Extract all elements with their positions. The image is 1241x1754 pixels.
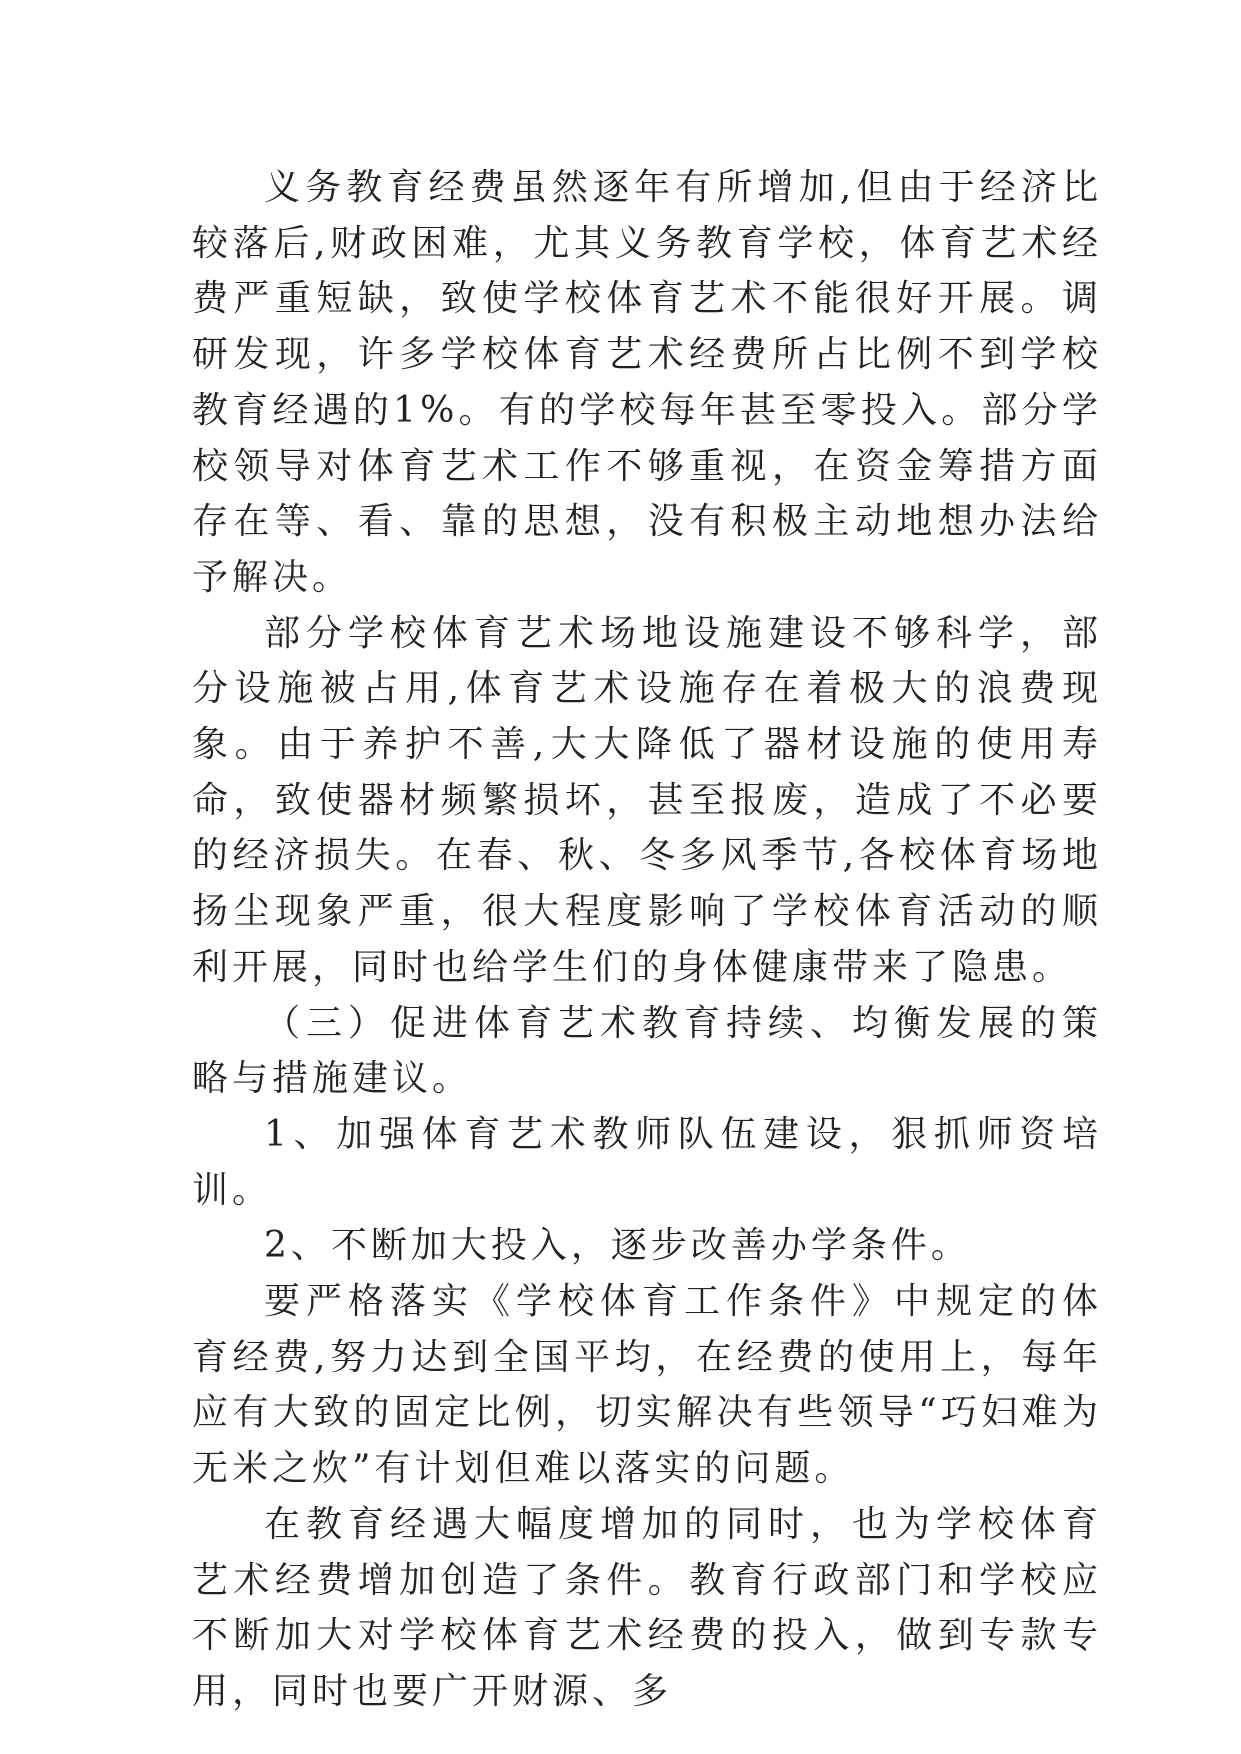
paragraph-facilities: 部分学校体育艺术场地设施建设不够科学，部分设施被占用,体育艺术设施存在着极大的浪费现象。由于养护不善,大大降低了器材设施的使用寿命，致使器材频繁损坏，甚至报废，造成了不必要的经济损失。在春、秋、冬多风季节,各校体育场地扬尘现象严重，很大程度影响了学校体育活动的顺利开展，同时也给学生们的身体健康带来了隐患。 <box>192 612 1102 988</box>
paragraph-increase-funding: 在教育经遇大幅度增加的同时，也为学校体育艺术经费增加创造了条件。教育行政部门和学校应不断加大对学校体育艺术经费的投入，做到专款专用，同时也要广开财源、多 <box>192 1503 1102 1712</box>
section-heading-strategies: （三）促进体育艺术教育持续、均衡发展的策略与措施建议。 <box>192 1002 1102 1100</box>
document-body <box>192 160 1102 1720</box>
list-item-teacher-training: 1、加强体育艺术教师队伍建设，狠抓师资培训。 <box>192 1113 1102 1211</box>
paragraph-implement-funding: 要严格落实《学校体育工作条件》中规定的体育经费,努力达到全国平均，在经费的使用上，每年应有大致的固定比例，切实解决有些领导“巧妇难为无米之炊”有计划但难以落实的问题。 <box>192 1281 1102 1490</box>
paragraph-funding-shortage: 义务教育经费虽然逐年有所增加,但由于经济比较落后,财政困难，尤其义务教育学校，体育艺术经费严重短缺，致使学校体育艺术不能很好开展。调研发现，许多学校体育艺术经费所占比例不到学校教育经遇的1%。有的学校每年甚至零投入。部分学校领导对体育艺术工作不够重视，在资金筹措方面存在等、看、靠的思想，没有积极主动地想办法给予解决。 <box>192 167 1102 598</box>
list-item-increase-investment: 2、不断加大投入，逐步改善办学条件。 <box>264 1225 971 1267</box>
